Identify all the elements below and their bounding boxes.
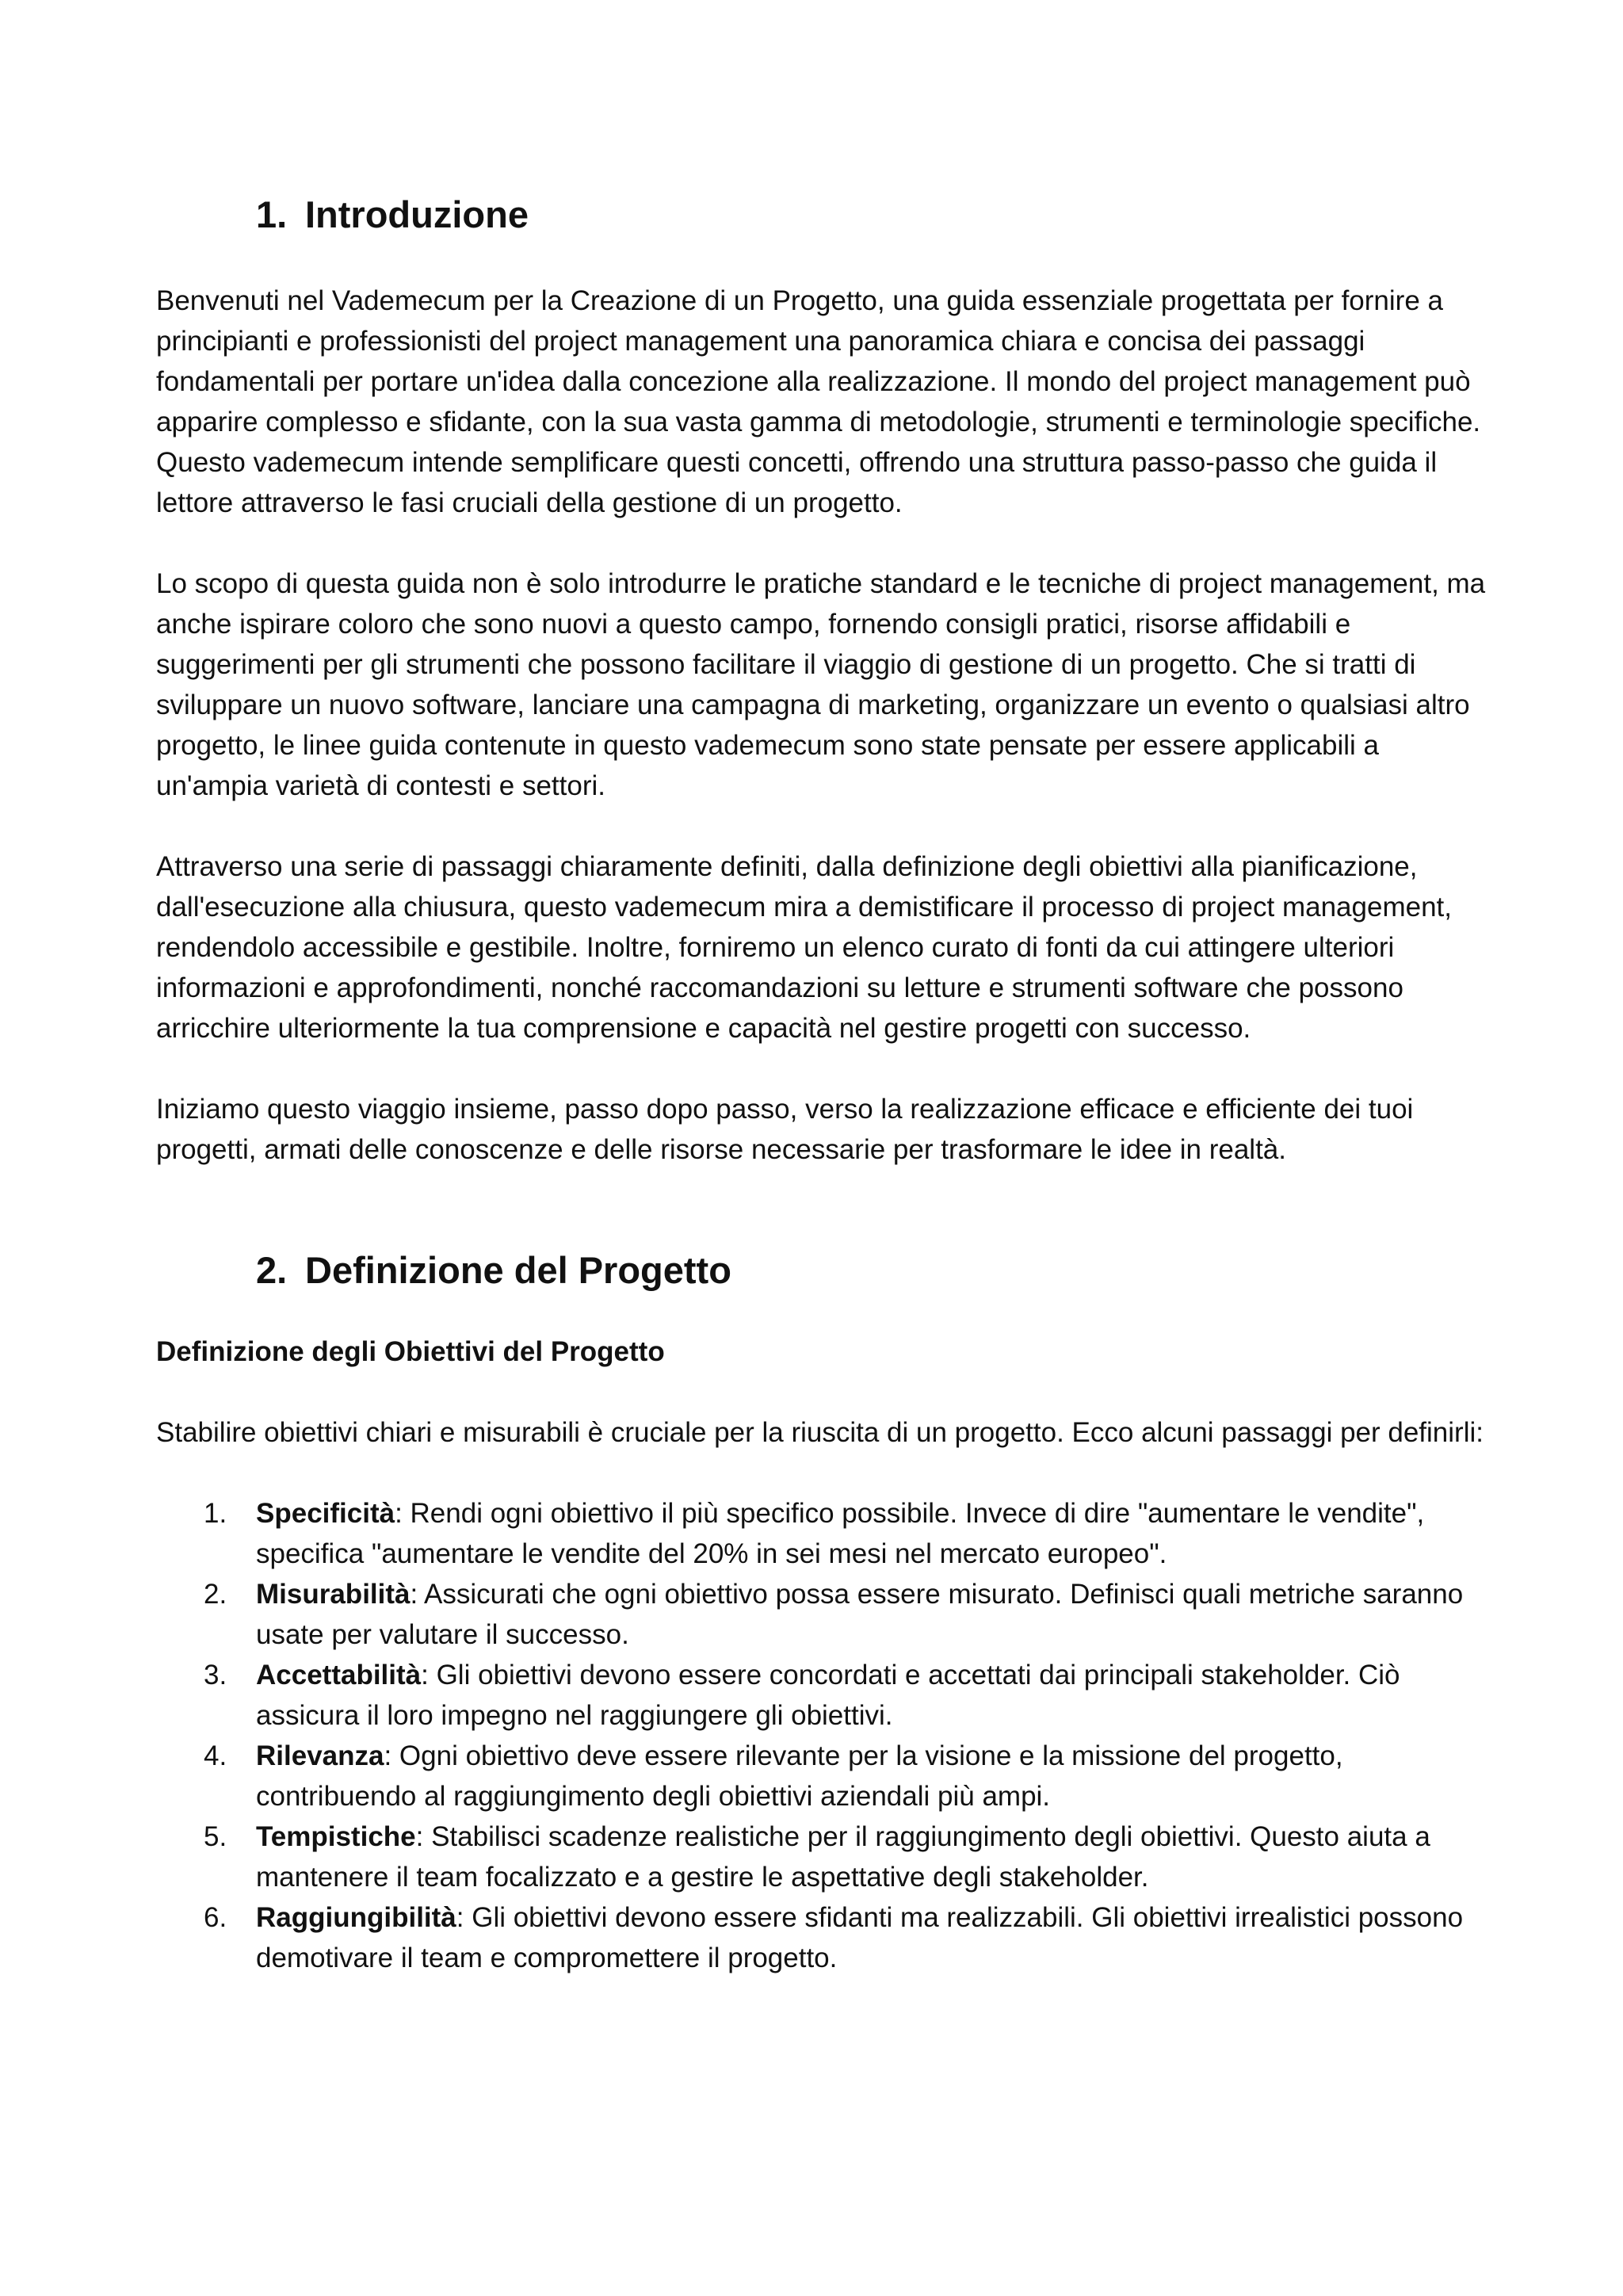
intro-paragraph: Attraverso una serie di passaggi chiaramente definiti, dalla definizione degli obiettivi alla pianificazione, dall'esecuzione alla chiusura, questo vademecum mira a demistificare il processo di project management, rendendolo accessibile e gestibile. Inoltre, forniremo un elenco curato di fonti da cui attingere ulteriori informazioni e approfondimenti, nonché raccomandazioni su letture e strumenti software che possono arricchire ulteriormente la tua comprensione e capacità nel gestire progetti con successo.	[156, 851, 1452, 1044]
section-heading-definizione	[156, 1246, 1487, 1295]
list-item-text: : Rendi ogni obiettivo il più specifico possibile. Invece di dire "aumentare le vendite", specifica "aumentare le vendite del 20% in sei mesi nel mercato europeo".	[256, 1498, 1425, 1569]
objectives-list	[156, 1493, 1487, 1978]
list-item-number: 6.	[204, 1902, 227, 1933]
list-item-number: 5.	[204, 1821, 227, 1852]
list-item-text: : Assicurati che ogni obiettivo possa essere misurato. Definisci quali metriche saranno usate per valutare il successo.	[256, 1579, 1464, 1650]
list-item-text: : Gli obiettivi devono essere concordati e accettati dai principali stakeholder. Ciò assicura il loro impegno nel raggiungere gli obiettivi.	[256, 1660, 1400, 1731]
section-number: 1.	[256, 193, 288, 235]
list-item	[156, 1817, 1487, 1897]
list-item-number: 3.	[204, 1660, 227, 1690]
section-title: Introduzione	[305, 193, 529, 235]
list-item	[156, 1655, 1487, 1736]
intro-paragraph: Lo scopo di questa guida non è solo introdurre le pratiche standard e le tecniche di project management, ma anche ispirare coloro che sono nuovi a questo campo, fornendo consigli pratici, risorse affidabili e suggerimenti per gli strumenti che possono facilitare il viaggio di gestione di un progetto. Che si tratti di sviluppare un nuovo software, lanciare una campagna di marketing, organizzare un evento o qualsiasi altro progetto, le linee guida contenute in questo vademecum sono state pensate per essere applicabili a un'ampia varietà di contesti e settori.	[156, 568, 1486, 801]
list-item	[156, 1574, 1487, 1655]
section-number: 2.	[256, 1249, 288, 1291]
list-item-term: Specificità	[256, 1498, 395, 1529]
list-item-number: 1.	[204, 1498, 227, 1529]
list-item-number: 2.	[204, 1579, 227, 1610]
list-item-term: Raggiungibilità	[256, 1902, 456, 1933]
subsection-heading: Definizione degli Obiettivi del Progetto	[156, 1336, 665, 1367]
list-item	[156, 1736, 1487, 1817]
list-item-text: : Stabilisci scadenze realistiche per il raggiungimento degli obiettivi. Questo aiuta a mantenere il team focalizzato e a gestire le aspettative degli stakeholder.	[256, 1821, 1430, 1893]
intro-paragraph: Benvenuti nel Vademecum per la Creazione di un Progetto, una guida essenziale progettata per fornire a principianti e professionisti del project management una panoramica chiara e concisa dei passaggi fondamentali per portare un'idea dalla concezione alla realizzazione. Il mondo del project management può apparire complesso e sfidante, con la sua vasta gamma di metodologie, strumenti e terminologie specifiche. Questo vademecum intende semplificare questi concetti, offrendo una struttura passo-passo che guida il lettore attraverso le fasi cruciali della gestione di un progetto.	[156, 285, 1481, 518]
list-item-term: Tempistiche	[256, 1821, 416, 1852]
list-item-number: 4.	[204, 1740, 227, 1771]
list-item-term: Accettabilità	[256, 1660, 422, 1690]
section-heading-introduzione	[156, 190, 1487, 239]
list-item-text: : Gli obiettivi devono essere sfidanti ma realizzabili. Gli obiettivi irrealistici possono demotivare il team e compromettere il progetto.	[256, 1902, 1464, 1973]
list-item-term: Misurabilità	[256, 1579, 411, 1610]
intro-paragraph: Iniziamo questo viaggio insieme, passo dopo passo, verso la realizzazione efficace e efficiente dei tuoi progetti, armati delle conoscenze e delle risorse necessarie per trasformare le idee in realtà.	[156, 1094, 1414, 1165]
list-item	[156, 1493, 1487, 1574]
list-item	[156, 1897, 1487, 1978]
objectives-intro: Stabilire obiettivi chiari e misurabili è cruciale per la riuscita di un progetto. Ecco alcuni passaggi per definirli:	[156, 1417, 1484, 1448]
list-item-text: : Ogni obiettivo deve essere rilevante per la visione e la missione del progetto, contribuendo al raggiungimento degli obiettivi aziendali più ampi.	[256, 1740, 1343, 1812]
document-page	[156, 190, 1487, 1978]
list-item-term: Rilevanza	[256, 1740, 384, 1771]
section-title: Definizione del Progetto	[305, 1249, 731, 1291]
